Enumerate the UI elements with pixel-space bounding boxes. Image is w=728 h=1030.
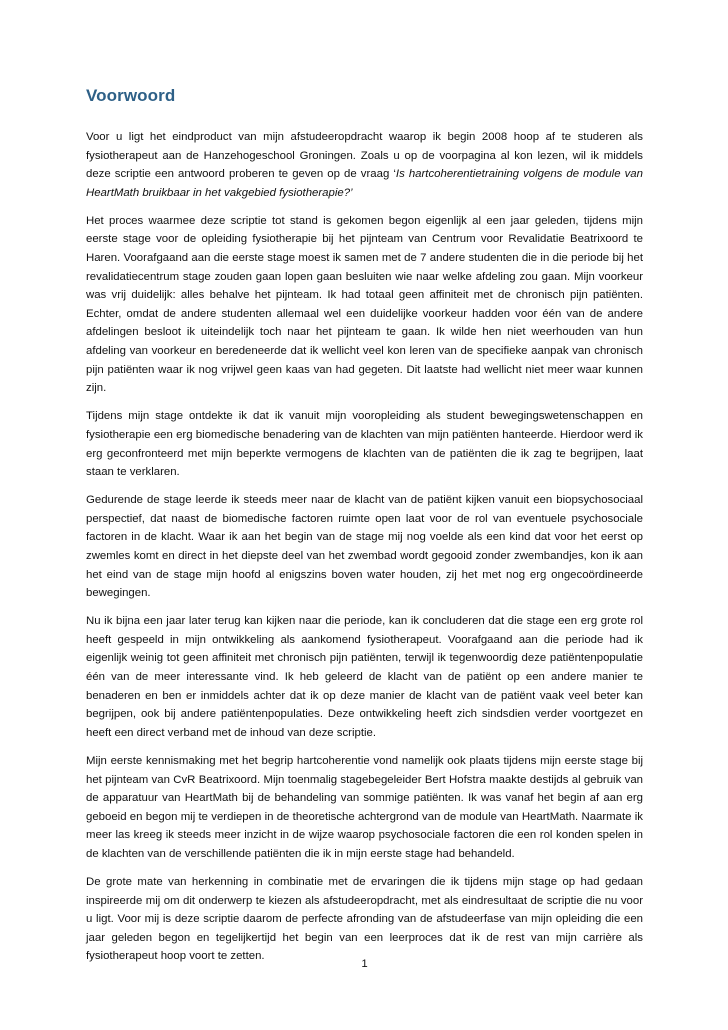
paragraph-1 [86, 128, 643, 202]
paragraph-6: Mijn eerste kennismaking met het begrip hartcoherentie vond namelijk ook plaats tijdens mijn eerste stage bij het pijnteam van CvR Beatrixoord. Mijn toenmalig stagebegeleider Bert Hofstra maakte destijds al gebruik van de apparatuur van HeartMath bij de behandeling van sommige patiënten. Ik was vanaf het begin af aan erg geboeid en begon mij te verdiepen in de theoretische achtergrond van de module van HeartMath. Naarmate ik meer las kreeg ik steeds meer inzicht in de wijze waarop psychosociale factoren die een rol konden spelen in de klachten van de verschillende patiënten die ik in mijn eerste stage had behandeld. [86, 754, 643, 860]
page-title: Voorwoord [86, 86, 176, 105]
paragraph-3: Tijdens mijn stage ontdekte ik dat ik vanuit mijn vooropleiding als student bewegingswetenschappen en fysiotherapie een erg biomedische benadering van de klachten van mijn patiënten hanteerde. Hierdoor werd ik erg geconfronteerd met mijn beperkte vermogens de klachten van de patiënten die ik zag te begrijpen, laat staan te verklaren. [86, 410, 643, 479]
paragraph-2: Het proces waarmee deze scriptie tot stand is gekomen begon eigenlijk al een jaar geleden, tijdens mijn eerste stage voor de opleiding fysiotherapie bij het pijnteam van Centrum voor Revalidatie Beatrixoord te Haren. Voorafgaand aan die eerste stage moest ik samen met de 7 andere studenten die in die periode bij het revalidatiecentrum stage zouden gaan lopen gaan besluiten wie naar welke afdeling zou gaan. Mijn voorkeur was vrij duidelijk: alles behalve het pijnteam. Ik had totaal geen affiniteit met de chronisch pijn patiënten. Echter, omdat de andere studenten allemaal wel een duidelijke voorkeur hadden voor één van de andere afdelingen besloot ik uiteindelijk toch naar het pijnteam te gaan. Ik wilde hen niet weerhouden van hun afdeling van voorkeur en beredeneerde dat ik wellicht veel kon leren van de specifieke aanpak van chronisch pijn patiënten waar ik nog vrijwel geen kaas van had gegeten. Dit laatste had wellicht niet meer waar kunnen zijn. [86, 214, 643, 395]
document-page [86, 0, 643, 1030]
paragraph-1-text: Voor u ligt het eindproduct van mijn afstudeeropdracht waarop ik begin 2008 hoop af te studeren als fysiotherapeut aan de Hanzehogeschool Groningen. Zoals u op de voorpagina al kon lezen, wil ik middels deze scriptie een antwoord proberen te geven op de vraag ‘ [86, 131, 643, 181]
paragraph-5: Nu ik bijna een jaar later terug kan kijken naar die periode, kan ik concluderen dat die stage een erg grote rol heeft gespeeld in mijn ontwikkeling als aankomend fysiotherapeut. Voorafgaand aan die periode had ik eigenlijk weinig tot geen affiniteit met chronisch pijn patiënten, terwijl ik tegenwoordig deze patiëntenpopulatie één van de meer interessante vind. Ik heb geleerd de klacht van de patiënt op een andere manier te benaderen en ben er inmiddels achter dat ik op deze manier de klacht van de patiënt vaak veel beter kan begrijpen, ook bij andere patiëntenpopulaties. Deze ontwikkeling heeft zich sindsdien verder voortgezet en heeft een direct verband met de inhoud van deze scriptie. [86, 615, 643, 739]
body-text [86, 128, 643, 975]
paragraph-4: Gedurende de stage leerde ik steeds meer naar de klacht van de patiënt kijken vanuit een biopsychosociaal perspectief, dat naast de biomedische factoren ruimte open laat voor de rol van eventuele psychosociale factoren in de klacht. Waar ik aan het begin van de stage mij nog voelde als een kind dat voor het eerst op zwemles komt en direct in het diepste deel van het zwembad wordt gegooid zonder zwembandjes, kon ik aan het eind van de stage mijn hoofd al enigszins boven water houden, zij het met nog erg ongecoördineerde bewegingen. [86, 494, 643, 600]
paragraph-7: De grote mate van herkenning in combinatie met de ervaringen die ik tijdens mijn stage op had gedaan inspireerde mij om dit onderwerp te kiezen als afstudeeropdracht, met als eindresultaat de scriptie die nu voor u ligt. Voor mij is deze scriptie daarom de perfecte afronding van de afstudeerfase van mijn opleiding die een jaar geleden begon en tegelijkertijd het begin van een leerproces dat ik de rest van mijn carrière als fysiotherapeut hoop voort te zetten. [86, 875, 643, 963]
page-number: 1 [361, 958, 368, 970]
research-question: Is hartcoherentietraining volgens de module van HeartMath bruikbaar in het vakgebied fysiotherapie?’ [86, 168, 643, 199]
